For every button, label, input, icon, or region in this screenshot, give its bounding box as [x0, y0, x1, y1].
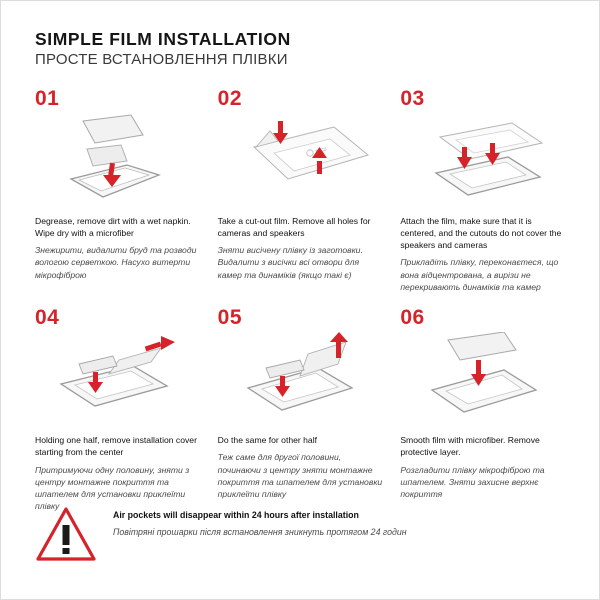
page-title-en: SIMPLE FILM INSTALLATION [35, 29, 291, 49]
film-cutout-icon [218, 113, 383, 205]
phone-with-wipe-icon [35, 113, 200, 205]
step-02 [218, 88, 383, 293]
step-number: 05 [217, 306, 243, 330]
step-desc-uk: Прикладіть плівку, переконаєтеся, що вона відцентрована, а вирізи не перекривають динаміків та камер [400, 257, 559, 292]
page-header [35, 29, 565, 70]
step-desc-en: Attach the film, make sure that it is centered, and the cutouts do not cover the speakers and cameras [400, 215, 562, 251]
smooth-microfiber-icon [400, 332, 565, 424]
steps-grid-row-2 [35, 307, 565, 512]
peel-other-half-icon [218, 332, 383, 424]
film-align-phone-icon [400, 113, 565, 205]
footer-note-en: Air pockets will disappear within 24 hours after installation [113, 510, 359, 520]
step-desc-uk: Розгладити плівку мікрофіброю та шпателем. Зняти захисне верхнє покриття [400, 464, 545, 499]
step-number: 06 [400, 306, 425, 330]
step-number: 01 [35, 86, 60, 110]
footer-note [35, 503, 565, 565]
step-05 [218, 307, 383, 512]
step-desc-en: Do the same for other half [217, 435, 318, 446]
steps-grid-row-1 [35, 88, 565, 293]
step-desc-uk: Знежирити, видалити бруд та розводи вологою серветкою. Насухо витерти мікрофіброю [35, 245, 197, 280]
step-number: 02 [217, 86, 243, 110]
step-desc-uk: Теж саме для другої половини, починаючи з центру зняти монтажне покриття та шпателем для установки приклеїти плівку [217, 452, 383, 499]
step-01 [35, 88, 200, 293]
step-03 [400, 88, 565, 293]
footer-note-uk: Повітряні прошарки після встановлення зникнуть протягом 24 годин [113, 527, 407, 538]
step-desc-en: Smooth film with microfiber. Remove protective layer. [400, 435, 540, 458]
warning-triangle-icon [35, 503, 97, 565]
page-title-uk: ПРОСТЕ ВСТАНОВЛЕННЯ ПЛІВКИ [35, 51, 288, 69]
step-number: 03 [400, 86, 425, 110]
step-04 [35, 307, 200, 512]
step-desc-en: Holding one half, remove installation cover starting from the center [35, 435, 197, 458]
footer-text [113, 503, 407, 539]
step-06 [400, 307, 565, 512]
step-number: 04 [35, 306, 60, 330]
step-desc-en: Take a cut-out film. Remove all holes for cameras and speakers [217, 215, 371, 239]
step-desc-en: Degrease, remove dirt with a wet napkin. Wipe dry with a microfiber [35, 215, 191, 239]
step-desc-uk: Притримуючи одну половину, зняти з центру монтажне покриття та шпателем для установки приклеїти плівку [35, 464, 190, 512]
peel-half-squeegee-icon [35, 332, 200, 424]
step-desc-uk: Зняти висічену плівку із заготовки. Видалити з висічки всі отвори для камер та динаміків (якщо такі є) [217, 245, 363, 280]
